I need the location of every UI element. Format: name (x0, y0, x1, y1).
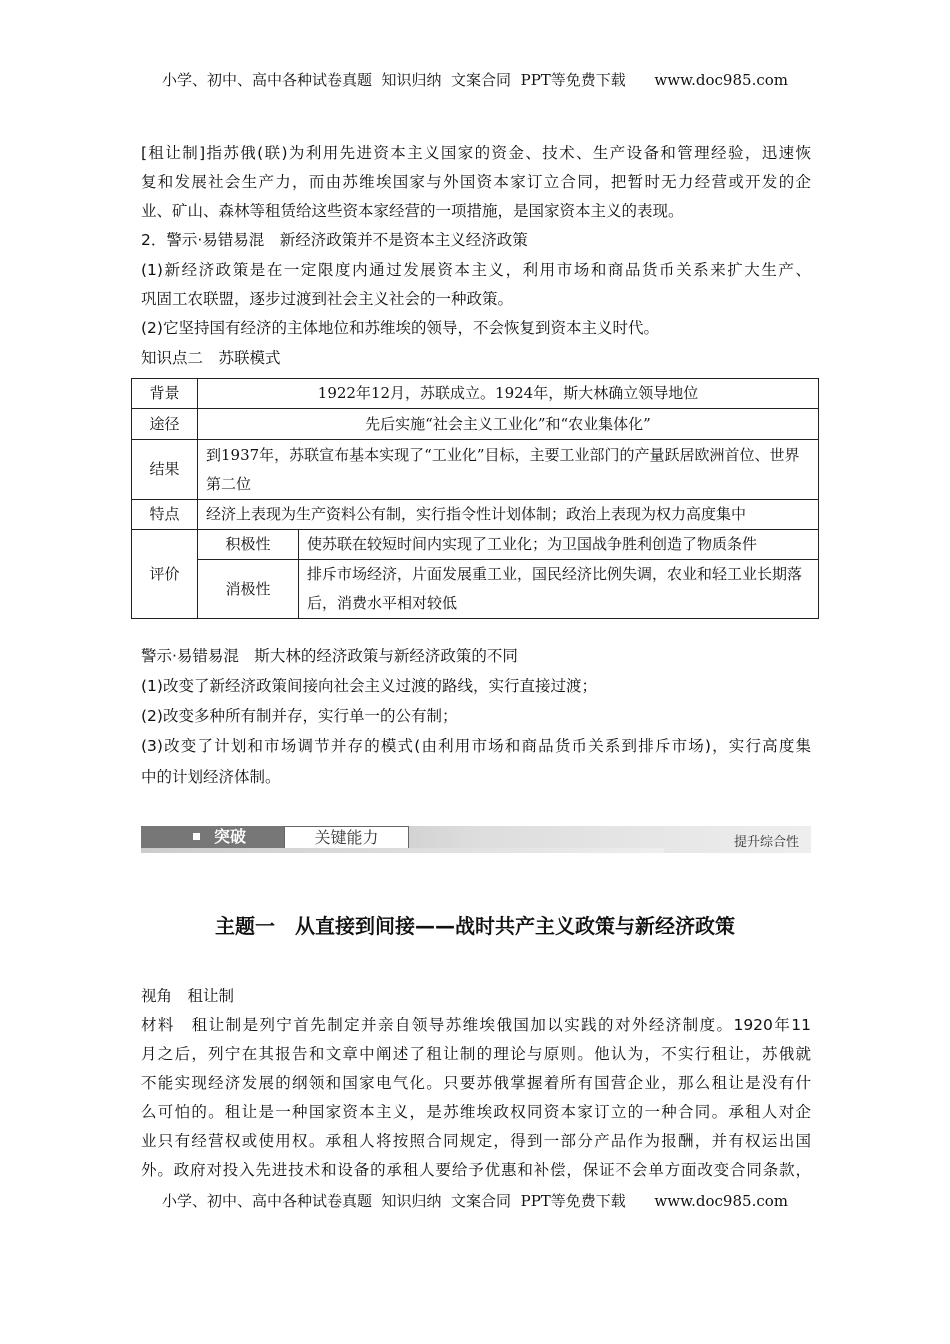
text-line: 巩固工农联盟，逐步过渡到社会主义社会的一种政策。 (141, 290, 514, 308)
sub-label: 积极性 (198, 530, 299, 560)
topic-title: 主题一 从直接到间接——战时共产主义政策与新经济政策 (215, 914, 735, 938)
text-line: 业、矿山、森林等租赁给这些资本家经营的一项措施，是国家资本主义的表现。 (141, 202, 684, 220)
text-line: 视角 租让制 (141, 987, 235, 1005)
text-line: [租让制]指苏俄(联)为利用先进资本主义国家的资金、技术、生产设备和管理经验，迅速恢 (141, 144, 811, 162)
text-line: 复和发展社会生产力，而由苏维埃国家与外国资本家订立合同，把暂时无力经营或开发的企 (141, 173, 811, 191)
soviet-model-table (131, 378, 819, 619)
text-line: (2)它坚持国有经济的主体地位和苏维埃的领导，不会恢复到资本主义时代。 (141, 319, 659, 337)
banner-tab-key-ability: 关键能力 (284, 826, 409, 849)
text-line: 外。政府对投入先进技术和设备的承租人要给予优惠和补偿，保证不会单方面改变合同条款， (141, 1161, 811, 1179)
row-value: 1922年12月，苏联成立。1924年，斯大林确立领导地位 (198, 379, 819, 409)
banner-tab-label: 突破 (214, 827, 247, 846)
section-banner (141, 826, 811, 853)
text-line: 业只有经营权或使用权。承租人将按照合同规定，得到一部分产品作为报酬，并有权运出国 (141, 1132, 811, 1150)
banner-underline (141, 848, 664, 853)
sub-label: 消极性 (198, 560, 299, 619)
text-line: (1)新经济政策是在一定限度内通过发展资本主义，利用市场和商品货币关系来扩大生产、 (141, 261, 811, 279)
row-value: 到1937年，苏联宣布基本实现了“工业化”目标，主要工业部门的产量跃居欧洲首位、世界第二位 (198, 440, 819, 500)
text-line: 2．警示·易错易混 新经济政策并不是资本主义经济政策 (141, 231, 528, 249)
row-label: 特点 (132, 500, 198, 530)
row-value: 先后实施“社会主义工业化”和“农业集体化” (198, 409, 819, 440)
text-line: 知识点二 苏联模式 (141, 349, 281, 367)
text-line: 月之后，列宁在其报告和文章中阐述了租让制的理论与原则。他认为，不实行租让，苏俄就 (141, 1045, 811, 1063)
text-line: 警示·易错易混 斯大林的经济政策与新经济政策的不同 (141, 647, 518, 665)
row-label: 背景 (132, 379, 198, 409)
text-line: (3)改变了计划和市场调节并存的模式(由利用市场和商品货币关系到排斥市场)，实行高度集 (141, 737, 811, 755)
row-value: 经济上表现为生产资料公有制，实行指令性计划体制；政治上表现为权力高度集中 (198, 500, 819, 530)
banner-right-label: 提升综合性 (733, 835, 799, 850)
text-line: 材料 租让制是列宁首先制定并亲自领导苏维埃俄国加以实践的对外经济制度。1920年11 (141, 1016, 811, 1034)
row-label: 途径 (132, 409, 198, 440)
page-header: 小学、初中、高中各种试卷真题 知识归纳 文案合同 PPT等免费下载 www.doc985.com (161, 71, 788, 89)
text-line: (2)改变多种所有制并存，实行单一的公有制； (141, 707, 458, 725)
row-label: 结果 (132, 440, 198, 500)
banner-tab-breakthrough (141, 826, 284, 848)
row-label: 评价 (132, 530, 198, 619)
text-line: 不能实现经济发展的纲领和国家电气化。只要苏俄掌握着所有国营企业，那么租让是没有什 (141, 1074, 811, 1092)
square-bullet-icon (193, 833, 200, 840)
sub-value: 使苏联在较短时间内实现了工业化；为卫国战争胜利创造了物质条件 (299, 530, 819, 560)
text-line: 么可怕的。租让是一种国家资本主义，是苏维埃政权同资本家订立的一种合同。承租人对企 (141, 1103, 811, 1121)
text-line: 中的计划经济体制。 (141, 768, 281, 786)
text-line: (1)改变了新经济政策间接向社会主义过渡的路线，实行直接过渡； (141, 677, 597, 695)
sub-value: 排斥市场经济，片面发展重工业，国民经济比例失调，农业和轻工业长期落后，消费水平相对较低 (299, 560, 819, 619)
page-footer: 小学、初中、高中各种试卷真题 知识归纳 文案合同 PPT等免费下载 www.doc985.com (161, 1192, 788, 1210)
